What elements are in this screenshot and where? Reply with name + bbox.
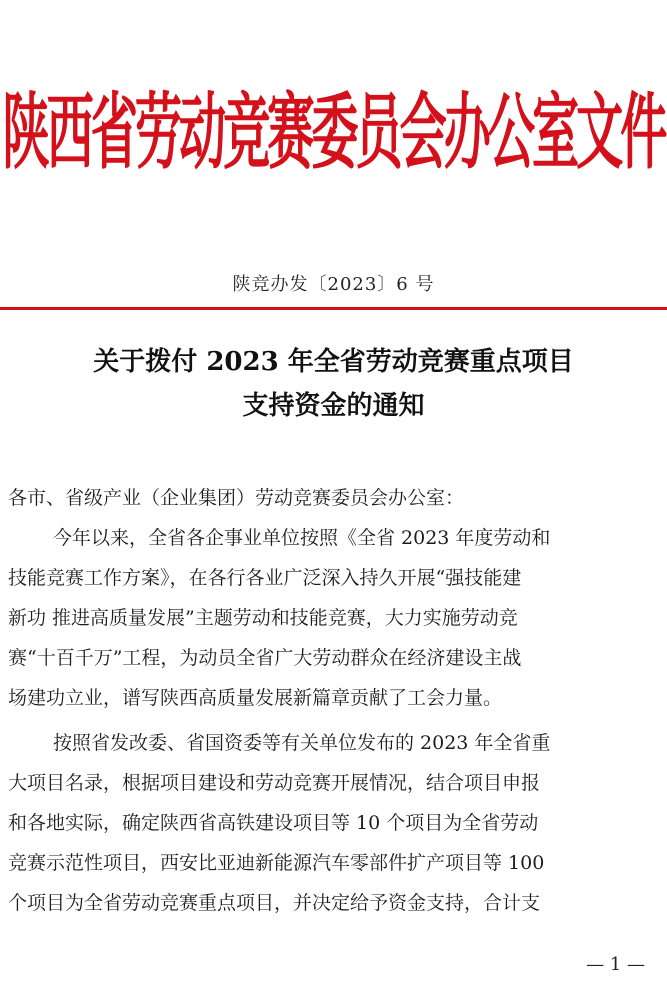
page-number-text: — 1 — — [586, 954, 645, 975]
masthead-text: 陕西省劳动竞赛委员会办公室文件 — [2, 85, 665, 182]
body-line: 赛“十百千万”工程，为动员全省广大劳动群众在经济建设主战 — [8, 647, 522, 669]
page-number — [0, 953, 667, 977]
body-line: 个项目为全省劳动竞赛重点项目，并决定给予资金支持，合计支 — [8, 892, 541, 914]
body-line: 场建功立业，谱写陕西高质量发展新篇章贡献了工会力量。 — [8, 687, 503, 709]
body-line: 今年以来，全省各企事业单位按照《全省 2023 年度劳动和 — [53, 527, 551, 549]
document-masthead — [0, 52, 667, 212]
body-line: 竞赛示范性项目，西安比亚迪新能源汽车零部件扩产项目等 100 — [8, 852, 545, 874]
notice-body — [8, 478, 656, 923]
salutation-line: 各市、省级产业（企业集团）劳动竞赛委员会办公室： — [8, 487, 465, 509]
body-line: 大项目名录，根据项目建设和劳动竞赛开展情况，结合项目申报 — [8, 772, 541, 794]
red-divider-line — [0, 307, 667, 310]
notice-title-line-2: 支持资金的通知 — [242, 391, 425, 421]
document-number: 陕竞办发〔2023〕6 号 — [232, 274, 435, 295]
body-line: 新功 推进高质量发展”主题劳动和技能竞赛，大力实施劳动竞 — [8, 607, 518, 629]
notice-title-line-1: 关于拨付 2023 年全省劳动竞赛重点项目 — [93, 347, 574, 377]
body-line: 按照省发改委、省国资委等有关单位发布的 2023 年全省重 — [53, 732, 551, 754]
body-line: 和各地实际，确定陕西省高铁建设项目等 10 个项目为全省劳动 — [8, 812, 539, 834]
notice-title — [0, 340, 667, 428]
body-line: 技能竞赛工作方案》，在各行各业广泛深入持久开展“强技能建 — [8, 567, 522, 589]
